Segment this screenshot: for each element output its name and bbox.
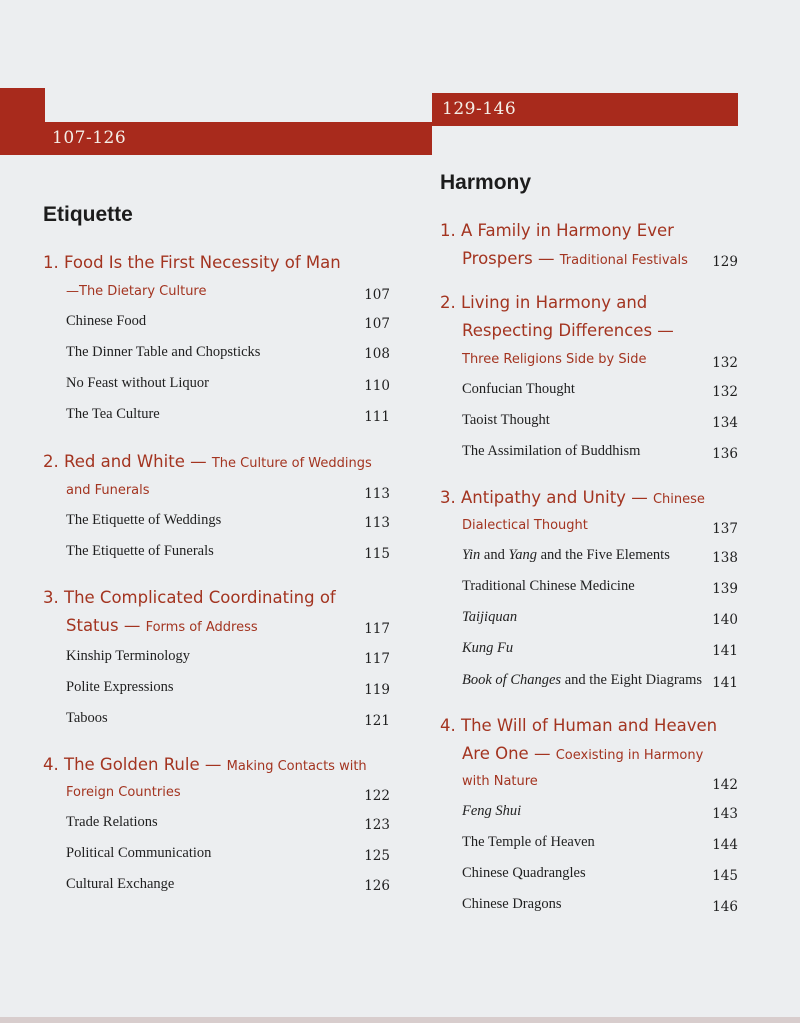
section-subtitle: Traditional Festivals [559,253,688,268]
italic-term: Feng Shui [462,803,522,819]
page-number: 138 [712,550,738,566]
page-number: 121 [364,713,390,729]
page-number: 113 [364,515,390,531]
page-number: 125 [364,848,390,864]
left-section-3-title[interactable]: 3. The Complicated Coordinating of [43,588,336,607]
toc-item[interactable]: The Assimilation of Buddhism [462,443,641,459]
right-section-4-title[interactable]: 4. The Will of Human and Heaven [440,716,718,735]
toc-item[interactable]: The Dinner Table and Chopsticks [66,344,261,360]
toc-item[interactable]: The Etiquette of Funerals [66,543,214,559]
section-title-text: Prospers [462,249,533,268]
page-number: 122 [364,788,390,804]
toc-item[interactable]: Traditional Chinese Medicine [462,578,635,594]
item-text: and the Eight Diagrams [561,672,703,688]
toc-item[interactable]: Chinese Dragons [462,896,562,912]
section-subtitle: Coexisting in Harmony [555,748,704,763]
toc-item[interactable]: The Tea Culture [66,406,160,422]
section-subtitle: Chinese [652,492,705,507]
page-number: 132 [712,384,738,400]
toc-item[interactable]: Taboos [66,710,108,726]
right-range-band [432,93,738,126]
page-number: 142 [712,777,738,793]
dash: — [528,744,556,763]
page-number: 108 [364,346,390,362]
right-section-2-line2[interactable]: Respecting Differences — [462,321,674,340]
right-section-3-title[interactable] [440,488,705,507]
page-number: 117 [364,621,390,637]
left-section-1-subtitle[interactable]: —The Dietary Culture [66,284,207,299]
left-range-label: 107-126 [52,128,127,148]
section-title-text: Status [66,616,119,635]
toc-item[interactable]: Chinese Food [66,313,147,329]
right-section-4-subtitle-cont[interactable]: with Nature [462,774,538,789]
right-section-3-subtitle-cont[interactable]: Dialectical Thought [462,518,588,533]
left-title: Etiquette [43,203,133,226]
italic-term: Yin [462,547,481,563]
italic-term: Kung Fu [462,640,514,656]
right-section-1-line2[interactable] [462,249,688,268]
dash: — [532,249,560,268]
page-number: 117 [364,651,390,667]
toc-item[interactable] [462,640,513,657]
dash: — [184,452,212,471]
right-title: Harmony [440,171,532,194]
page-number: 115 [364,546,390,562]
page-number: 141 [712,643,738,659]
section-subtitle: Forms of Address [145,620,258,635]
page-number: 110 [364,378,390,394]
page-number: 132 [712,355,738,371]
page-number: 146 [712,899,738,915]
toc-item[interactable]: No Feast without Liquor [66,375,209,391]
right-section-4-line2[interactable] [462,744,703,763]
section-subtitle: The Culture of Weddings [211,456,372,471]
right-section-2-subtitle[interactable]: Three Religions Side by Side [462,352,647,367]
page-number: 143 [712,806,738,822]
right-section-1-title[interactable]: 1. A Family in Harmony Ever [440,221,674,240]
italic-term: Taijiquan [462,609,518,625]
left-section-4-title[interactable] [43,755,367,774]
page-number: 107 [364,316,390,332]
dash: — [118,616,146,635]
left-section-4-subtitle-cont[interactable]: Foreign Countries [66,785,181,800]
page-number: 129 [712,254,738,270]
italic-term: Book of Changes [462,672,562,688]
toc-item[interactable]: The Etiquette of Weddings [66,512,222,528]
toc-item[interactable] [462,547,670,564]
page-number: 137 [712,521,738,537]
page-number: 111 [364,409,390,425]
toc-item[interactable] [462,672,702,689]
dash: — [625,488,653,507]
toc-item[interactable] [462,803,521,820]
toc-item[interactable]: The Temple of Heaven [462,834,595,850]
page-number: 145 [712,868,738,884]
page-number: 123 [364,817,390,833]
right-range-label: 129-146 [442,99,517,119]
page-number: 107 [364,287,390,303]
section-subtitle: Making Contacts with [226,759,367,774]
toc-item[interactable]: Chinese Quadrangles [462,865,586,881]
left-section-3-line2[interactable] [66,616,258,635]
toc-item[interactable]: Kinship Terminology [66,648,190,664]
left-section-1-title[interactable]: 1. Food Is the First Necessity of Man [43,253,341,272]
section-title-text: Are One [462,744,529,763]
item-text: and [480,547,509,563]
toc-item[interactable]: Cultural Exchange [66,876,175,892]
page-number: 119 [364,682,390,698]
section-title-text: 4. The Golden Rule [43,755,200,774]
page-number: 144 [712,837,738,853]
toc-item[interactable] [462,609,517,626]
page-number: 141 [712,675,738,691]
section-title-text: 2. Red and White [43,452,185,471]
left-section-2-title[interactable] [43,452,372,471]
section-title-text: 3. Antipathy and Unity [440,488,626,507]
page-number: 126 [364,878,390,894]
toc-item[interactable]: Polite Expressions [66,679,174,695]
bottom-edge [0,1017,800,1023]
left-top-band [0,88,45,122]
toc-item[interactable]: Taoist Thought [462,412,550,428]
toc-item[interactable]: Confucian Thought [462,381,575,397]
toc-item[interactable]: Trade Relations [66,814,158,830]
page-number: 136 [712,446,738,462]
right-section-2-title[interactable]: 2. Living in Harmony and [440,293,648,312]
italic-term: Yang [508,547,537,563]
left-section-2-subtitle-cont[interactable]: and Funerals [66,483,150,498]
page-number: 139 [712,581,738,597]
toc-item[interactable]: Political Communication [66,845,212,861]
dash: — [199,755,227,774]
page-number: 134 [712,415,738,431]
page-number: 140 [712,612,738,628]
left-range-band [0,122,432,155]
item-text: and the Five Elements [536,547,670,563]
page-number: 113 [364,486,390,502]
